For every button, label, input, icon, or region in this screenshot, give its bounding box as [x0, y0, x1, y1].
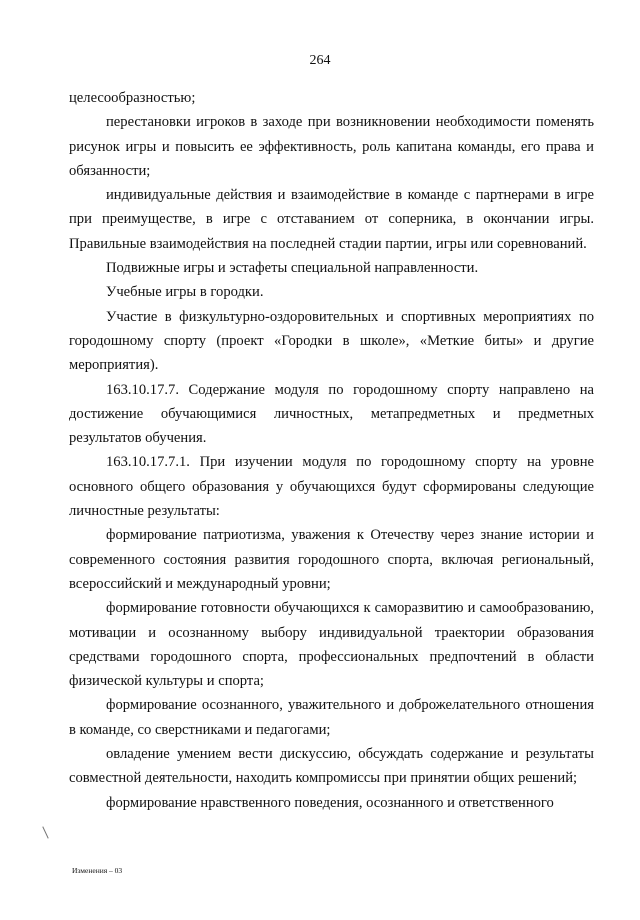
paragraph: Учебные игры в городки. [106, 284, 264, 301]
paragraph: формирование нравственного поведения, осознанного и ответственного [106, 794, 554, 811]
page-number: 264 [309, 53, 331, 68]
paragraph: овладение умением вести дискуссию, обсуждать содержание и результаты совместной деятельности, находить компромиссы при принятии общих решений; [69, 746, 594, 787]
margin-pen-mark [42, 826, 48, 838]
paragraph: Подвижные игры и эстафеты специальной направленности. [106, 260, 479, 277]
paragraph: индивидуальные действия и взаимодействие в команде с партнерами в игре при преимуществе, в игре с отставанием от соперника, в окончании игры. Правильные взаимодействия на последней стадии партии, игры или соревнований. [69, 187, 594, 252]
paragraph: целесообразностью; [69, 90, 196, 106]
paragraph: Участие в физкультурно-оздоровительных и спортивных мероприятиях по городошному спорту (проект «Городки в школе», «Меткие биты» и другие мероприятия). [69, 308, 594, 374]
paragraph: 163.10.17.7. Содержание модуля по городошному спорту направлено на достижение обучающимися личностных, метапредметных и предметных результатов обучения. [69, 381, 594, 447]
paragraph: 163.10.17.7.1. При изучении модуля по городошному спорту на уровне основного общего образования у обучающихся будут сформированы следующие личностные результаты: [69, 454, 594, 520]
paragraph: формирование готовности обучающихся к саморазвитию и самообразованию, мотивации и осознанному выбору индивидуальной траектории образования средствами городошного спорта, профессиональных предпочтений в области физической культуры и спорта; [69, 600, 594, 690]
paragraph: перестановки игроков в заходе при возникновении необходимости поменять рисунок игры и повысить ее эффективность, роль капитана команды, его права и обязанности; [69, 114, 594, 179]
footer-note: Изменения – 03 [72, 866, 123, 875]
body-text [69, 86, 594, 815]
paragraph: формирование осознанного, уважительного и доброжелательного отношения в команде, со сверстниками и педагогами; [69, 697, 594, 738]
paragraph: формирование патриотизма, уважения к Отечеству через знание истории и современного состояния развития городошного спорта, включая региональный, всероссийский и международный уровни; [69, 527, 594, 592]
